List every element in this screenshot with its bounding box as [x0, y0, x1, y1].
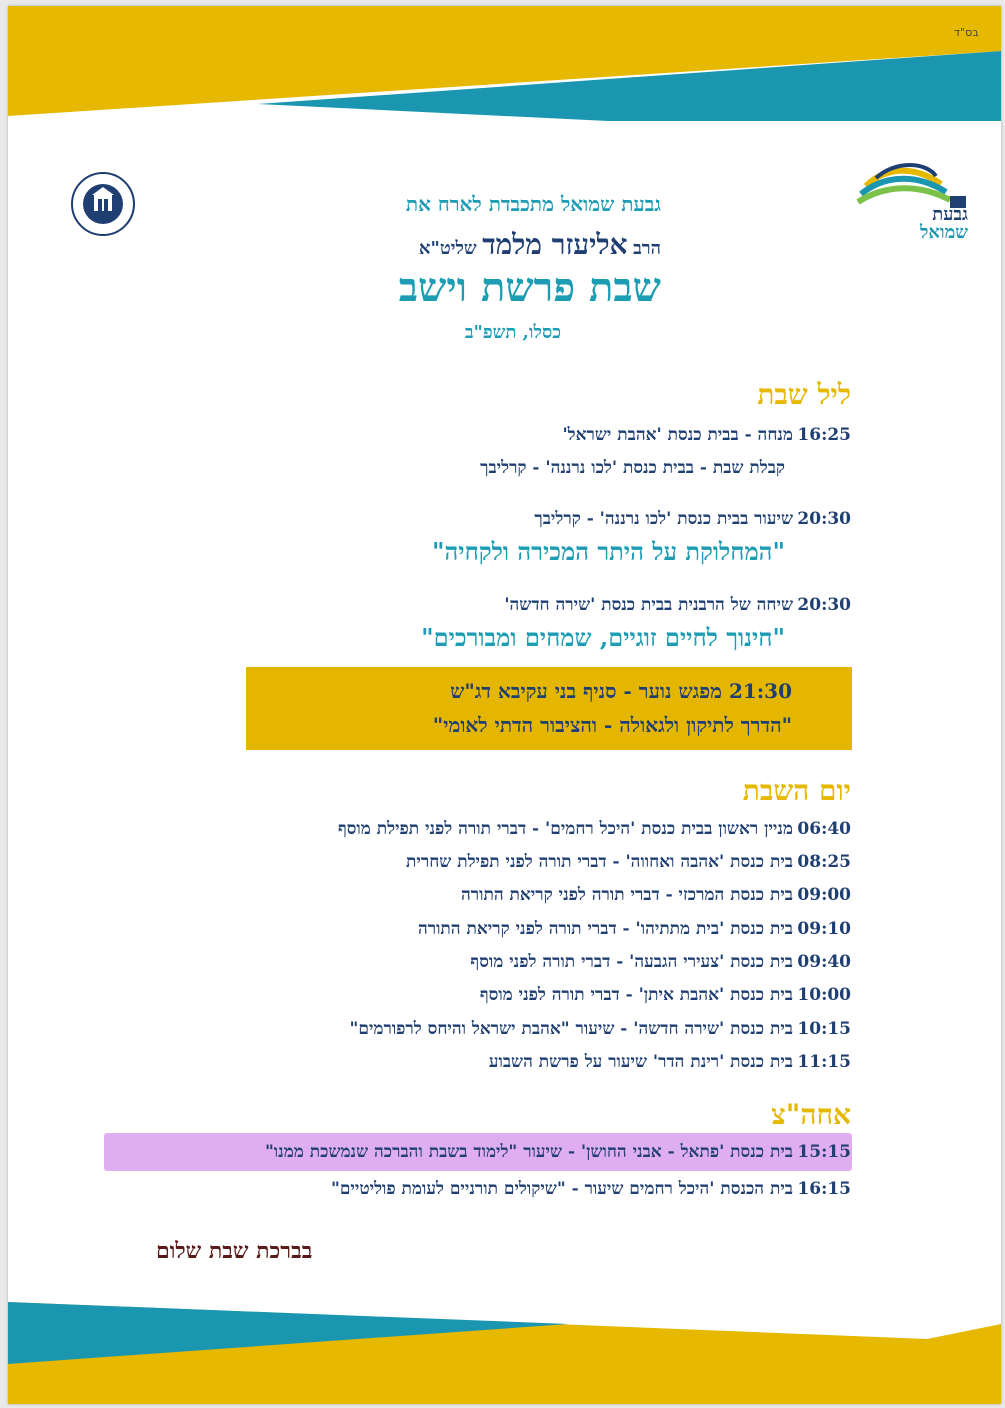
schedule-row [331, 1176, 851, 1202]
row-time: 06:40 [797, 819, 851, 839]
row-text: בית כנסת המרכזי - דברי תורה לפני קריאת התורה [460, 885, 793, 905]
row-text: בית הכנסת 'היכל רחמים שיעור - "שיקולים תורניים לעומת פוליטיים" [330, 1179, 793, 1199]
hebrew-date: כסלו, תשפ"ב [464, 322, 561, 343]
row-text: שיעור בבית כנסת 'לכו נרננה' - קרליבך [534, 509, 793, 529]
row-subline: קבלת שבת - בבית כנסת 'לכו נרננה' - קרליבך [480, 458, 785, 478]
schedule-row [480, 982, 851, 1008]
row-time: 20:30 [797, 509, 851, 529]
row-time: 10:00 [797, 985, 851, 1005]
shabbat-title: שבת פרשת וישב [398, 264, 661, 311]
schedule-row [562, 422, 851, 448]
row-text: בית כנסת 'פתאל - אבני החושן' - שיעור "לימוד בשבת והברכה שנמשכת ממנו" [264, 1142, 793, 1162]
row-time: 08:25 [797, 852, 851, 872]
youth-meeting-box [246, 667, 852, 750]
schedule-row [265, 1139, 851, 1165]
row-time: 10:15 [797, 1019, 851, 1039]
youth-meeting-line1: 21:30 מפגש נוער - סניף בני עקיבא דג"ש [450, 679, 792, 703]
rabbi-suffix: שליט"א [418, 238, 477, 259]
top-banner [8, 6, 1001, 121]
section-title-leil-shabbat: ליל שבת [757, 378, 851, 411]
row-text: בית כנסת 'רינת הדר' שיעור על פרשת השבוע [488, 1052, 793, 1072]
schedule-row [470, 949, 851, 975]
row-time: 16:25 [797, 425, 851, 445]
row-text: מנחה - בבית כנסת 'אהבת ישראל' [562, 425, 793, 445]
lecture-title: "חינוך לחיים זוגיים, שמחים ומבורכים" [421, 623, 785, 652]
row-text: בית כנסת 'אהבת איתן' - דברי תורה לפני מוסף [479, 985, 793, 1005]
row-text: שיחה של הרבנית בבית כנסת 'שירה חדשה' [504, 595, 793, 615]
schedule-row [489, 1049, 851, 1075]
rabbi-name: אליעזר מלמד [482, 228, 628, 261]
rabbi-prefix: הרב [633, 238, 661, 259]
schedule-row [406, 849, 851, 875]
section-title-achahatz: אחה"צ [771, 1098, 851, 1131]
row-time: 09:10 [797, 919, 851, 939]
youth-meeting-line2: "הדרך לתיקון ולגאולה - והציבור הדתי לאומי" [432, 713, 792, 737]
flyer-page [8, 6, 1001, 1404]
rabbi-line [8, 228, 661, 262]
city-name-2: שמואל [920, 222, 968, 243]
bottom-banner [8, 1294, 1001, 1404]
city-logo-text [858, 206, 968, 242]
schedule-row [534, 506, 851, 532]
bsd-mark: בס"ד [954, 26, 979, 39]
row-time: 20:30 [797, 595, 851, 615]
schedule-row [461, 882, 851, 908]
city-name-1: גבעת [932, 204, 968, 225]
row-text: מניין ראשון בבית כנסת 'היכל רחמים' - דברי תורה לפני תפילת מוסף [337, 819, 793, 839]
intro-line: גבעת שמואל מתכבדת לארח את [405, 192, 661, 216]
row-text: בית כנסת 'שירה חדשה' - שיעור "אהבת ישראל והיחס לרפורמים" [349, 1019, 793, 1039]
lecture-title: "המחלוקת על היתר המכירה ולקחיה" [431, 537, 785, 566]
section-title-yom-shabbat: יום השבת [742, 774, 851, 807]
row-time: 09:00 [797, 885, 851, 905]
row-time: 16:15 [797, 1179, 851, 1199]
row-text: בית כנסת 'אהבה ואחווה' - דברי תורה לפני תפילת שחרית [406, 852, 793, 872]
schedule-row [349, 1016, 851, 1042]
schedule-row [504, 592, 851, 618]
row-time: 11:15 [797, 1052, 851, 1072]
row-text: בית כנסת 'צעירי הגבעה' - דברי תורה לפני מוסף [470, 952, 793, 972]
schedule-row [418, 916, 851, 942]
schedule-row [338, 816, 851, 842]
closing-blessing: בברכת שבת שלום [156, 1238, 313, 1264]
row-time: 09:40 [797, 952, 851, 972]
row-time: 15:15 [797, 1142, 851, 1162]
row-text: בית כנסת 'בית מתתיהו' - דברי תורה לפני קריאת התורה [417, 919, 793, 939]
